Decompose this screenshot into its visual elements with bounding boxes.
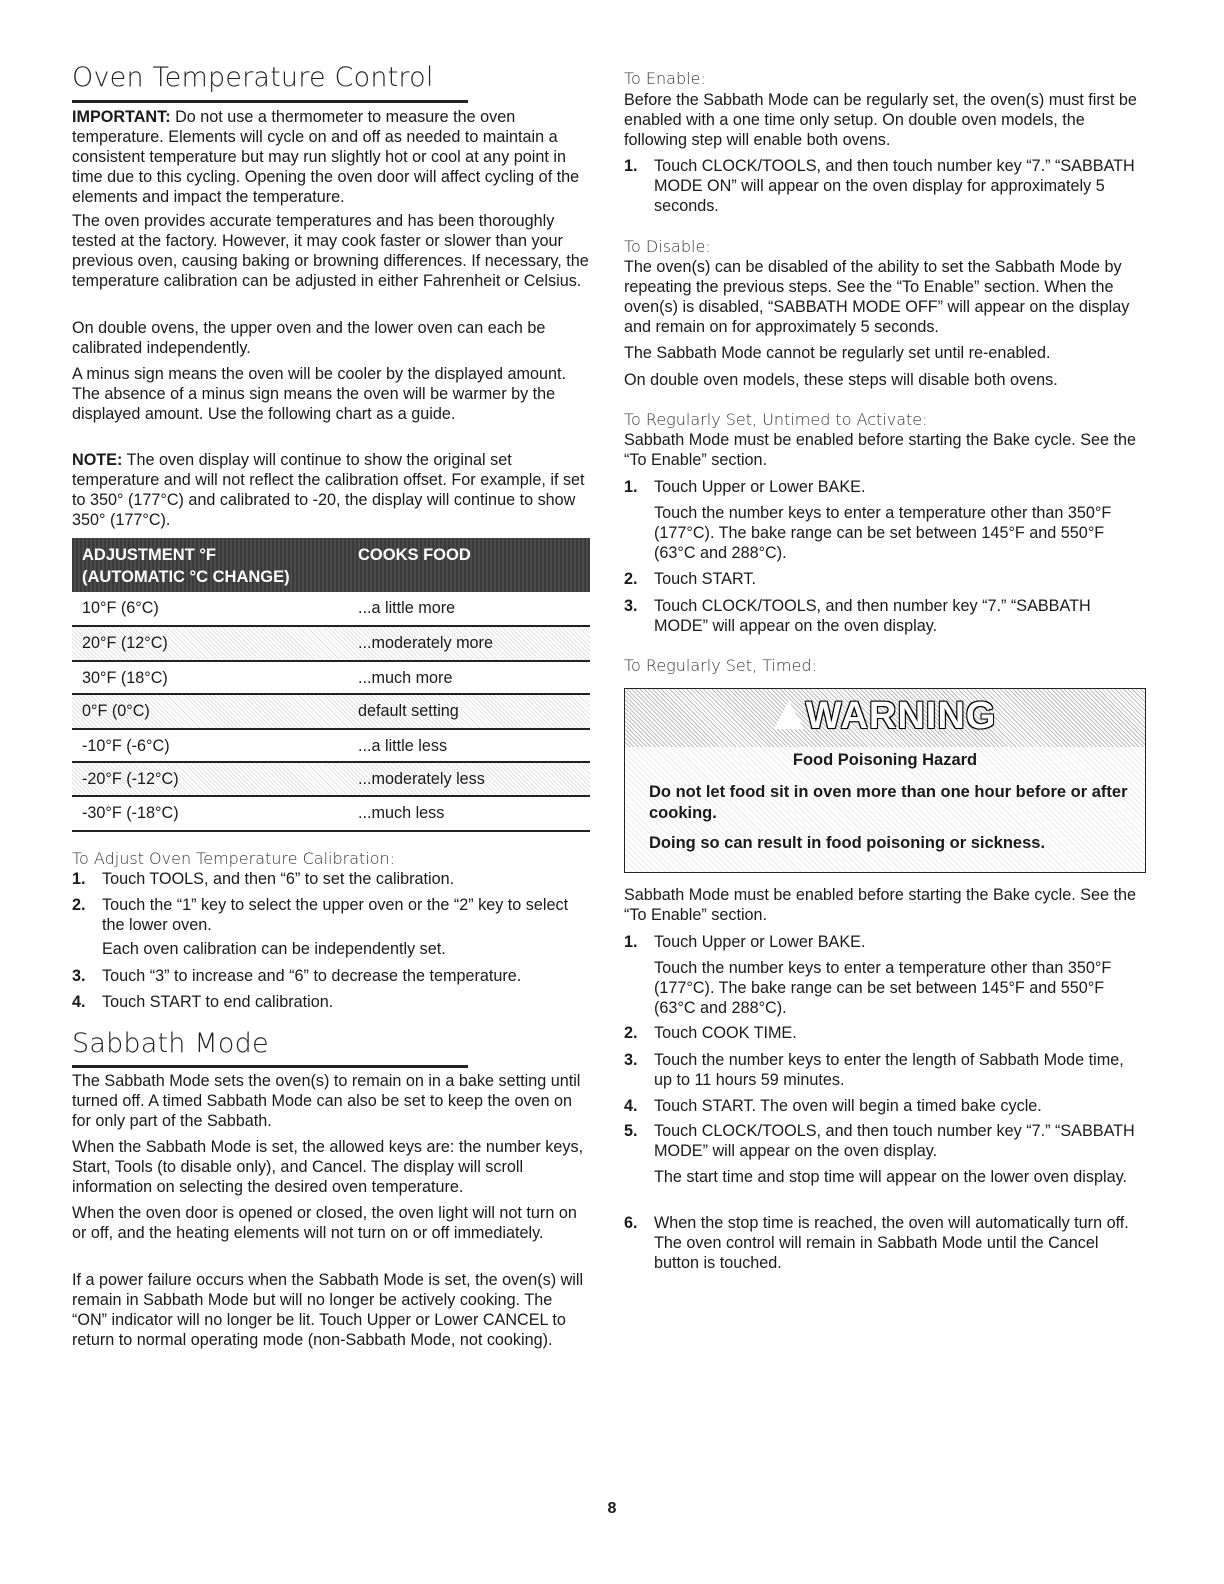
paragraph-double-ovens: On double ovens, the upper oven and the lower oven can each be calibrated independently.: [72, 319, 546, 357]
step-number: 5.: [624, 1122, 638, 1140]
list-item: [72, 895, 590, 935]
title-rule: [72, 100, 468, 103]
step-number: 1.: [72, 870, 86, 888]
step-number: 3.: [72, 967, 86, 985]
untimed-paragraph: Sabbath Mode must be enabled before starting the Bake cycle. See the “To Enable” section.: [624, 431, 1137, 469]
step-text: Touch Upper or Lower BAKE.: [654, 933, 866, 951]
row-cooks-food: ...much less: [358, 804, 445, 822]
table-row: [72, 763, 590, 796]
row-cooks-food: default setting: [358, 702, 459, 720]
sabbath-paragraph-3: When the oven door is opened or closed, the oven light will not turn on or off, and the heating elements will not turn on or off immediately.: [72, 1204, 577, 1242]
note-paragraph: [72, 450, 590, 530]
step-text: Touch START to end calibration.: [102, 993, 334, 1011]
table-row: [72, 695, 590, 728]
list-item: [624, 503, 1144, 563]
list-item: [624, 958, 1144, 1018]
important-text: Do not use a thermometer to measure the oven temperature. Elements will cycle on and off as needed to maintain a consistent temperature but may run slightly hot or cool at any point in time due to this cycling. Opening the oven door will affect cycling of the elements and impact the temperature.: [72, 108, 580, 206]
row-cooks-food: ...a little more: [358, 599, 456, 617]
step-text: Touch the number keys to enter a temperature other than 350°F (177°C). The bake range can be set between 145°F and 550°F (63°C and 288°C).: [654, 504, 1112, 562]
step-number: 2.: [624, 570, 638, 588]
step-text: Touch CLOCK/TOOLS, and then touch number key “7.” “SABBATH MODE ON” will appear on the oven display for approximately 5 seconds.: [654, 157, 1135, 215]
step-text: Touch the “1” key to select the upper oven or the “2” key to select the lower oven.: [102, 896, 569, 934]
list-item: [72, 966, 590, 986]
list-item: [624, 932, 1144, 952]
step-text: Touch START. The oven will begin a timed bake cycle.: [654, 1097, 1042, 1115]
warning-title-text: WARNING: [805, 695, 997, 737]
step-text: Touch TOOLS, and then “6” to set the calibration.: [102, 870, 455, 888]
timed-paragraph: Sabbath Mode must be enabled before starting the Bake cycle. See the “To Enable” section.: [624, 886, 1137, 924]
row-cooks-food: ...moderately more: [358, 634, 493, 652]
header-adjustment: ADJUSTMENT °F: [82, 546, 217, 564]
list-item: [624, 1096, 1144, 1116]
table-header: [72, 538, 590, 592]
list-item: [72, 992, 590, 1012]
table-row: [72, 627, 590, 660]
warning-line-2: Doing so can result in food poisoning or sickness.: [649, 834, 1046, 852]
important-paragraph: [72, 107, 590, 207]
table-row: [72, 662, 590, 695]
row-cooks-food: ...much more: [358, 669, 453, 687]
disable-paragraph-1: The oven(s) can be disabled of the ability to set the Sabbath Mode by repeating the previous steps. See the “To Enable” section. When the oven(s) is disabled, “SABBATH MODE OFF” will appear on the display and remain on for approximately 5 seconds.: [624, 258, 1130, 336]
sabbath-paragraph-4: If a power failure occurs when the Sabbath Mode is set, the oven(s) will remain in Sabbath Mode but will no longer be actively cooking. The “ON” indicator will no longer be lit. Touch Upper or Lower CANCEL to return to normal operating mode (non-Sabbath Mode, not cooking).: [72, 1271, 584, 1349]
disable-paragraph-2: The Sabbath Mode cannot be regularly set until re-enabled.: [624, 344, 1051, 362]
to-enable-heading: To Enable:: [624, 69, 706, 88]
list-item: [624, 1050, 1144, 1090]
row-adjustment: -10°F (-6°C): [82, 737, 170, 755]
warning-banner: [625, 689, 1145, 747]
step-number: 4.: [624, 1097, 638, 1115]
row-adjustment: 10°F (6°C): [82, 599, 159, 617]
step-text: When the stop time is reached, the oven will automatically turn off. The oven control will remain in Sabbath Mode until the Cancel button is touched.: [654, 1214, 1129, 1272]
step-text: Touch CLOCK/TOOLS, and then number key “7.” “SABBATH MODE” will appear on the oven display.: [654, 597, 1091, 635]
row-adjustment: -20°F (-12°C): [82, 770, 179, 788]
row-adjustment: -30°F (-18°C): [82, 804, 179, 822]
timed-heading: To Regularly Set, Timed:: [624, 656, 817, 675]
step-number: 2.: [624, 1024, 638, 1042]
list-item: [72, 939, 590, 959]
step-number: 4.: [72, 993, 86, 1011]
warning-title: [625, 695, 1145, 738]
calibration-heading: To Adjust Oven Temperature Calibration:: [72, 849, 396, 868]
step-text: Touch the number keys to enter a temperature other than 350°F (177°C). The bake range can be set between 145°F and 550°F (63°C and 288°C).: [654, 959, 1112, 1017]
step-number: 3.: [624, 1051, 638, 1069]
step-number: 1.: [624, 933, 638, 951]
list-item: [624, 596, 1144, 636]
step-text: Touch COOK TIME.: [654, 1024, 797, 1042]
list-item: [624, 1121, 1144, 1161]
step-text: Touch START.: [654, 570, 756, 588]
header-automatic-change: (AUTOMATIC °C CHANGE): [82, 568, 290, 586]
table-row: [72, 797, 590, 830]
disable-paragraph-3: On double oven models, these steps will disable both ovens.: [624, 371, 1058, 389]
header-cooks-food: COOKS FOOD: [358, 546, 471, 564]
important-label: IMPORTANT:: [72, 108, 171, 126]
list-item: [624, 1167, 1144, 1207]
step-number: 1.: [624, 157, 638, 175]
paragraph-accuracy: The oven provides accurate temperatures and has been thoroughly tested at the factory. However, it may cook faster or slower than your previous oven, causing baking or browning differences. If necessary, the temperature calibration can be adjusted in either Fahrenheit or Celsius.: [72, 212, 589, 290]
step-text: Touch CLOCK/TOOLS, and then touch number key “7.” “SABBATH MODE” will appear on the oven display.: [654, 1122, 1135, 1160]
note-label: NOTE:: [72, 451, 123, 469]
page-number: 8: [607, 1500, 617, 1517]
sabbath-paragraph-1: The Sabbath Mode sets the oven(s) to remain on in a bake setting until turned off. A timed Sabbath Mode can also be set to keep the oven on for only part of the Sabbath.: [72, 1072, 581, 1130]
row-adjustment: 20°F (12°C): [82, 634, 168, 652]
table-row: [72, 592, 590, 625]
row-cooks-food: ...a little less: [358, 737, 448, 755]
warning-line-1: Do not let food sit in oven more than one hour before or after cooking.: [649, 783, 1128, 822]
enable-paragraph: Before the Sabbath Mode can be regularly set, the oven(s) must first be enabled with a one time only setup. On double oven models, the following step will enable both ovens.: [624, 91, 1137, 149]
table-row: [72, 730, 590, 763]
step-number: 3.: [624, 597, 638, 615]
list-item: [624, 1023, 1144, 1043]
to-disable-heading: To Disable:: [624, 237, 711, 256]
oven-temperature-control-title: Oven Temperature Control: [72, 62, 434, 93]
title-rule: [72, 1065, 468, 1068]
row-adjustment: 0°F (0°C): [82, 702, 150, 720]
step-text: Touch “3” to increase and “6” to decrease the temperature.: [102, 967, 522, 985]
step-number: 2.: [72, 896, 86, 914]
row-cooks-food: ...moderately less: [358, 770, 485, 788]
warning-hazard: Food Poisoning Hazard: [792, 751, 978, 769]
step-number: 6.: [624, 1214, 638, 1232]
table-bottom-rule: [72, 830, 590, 832]
sabbath-paragraph-2: When the Sabbath Mode is set, the allowed keys are: the number keys, Start, Tools (to disable only), and Cancel. The display will scroll information on selecting the desired oven temperature.: [72, 1138, 584, 1196]
list-item: [624, 569, 1144, 589]
step-text: Touch Upper or Lower BAKE.: [654, 478, 866, 496]
step-text: Touch the number keys to enter the length of Sabbath Mode time, up to 11 hours 59 minutes.: [654, 1051, 1124, 1089]
step-text: The start time and stop time will appear on the lower oven display.: [654, 1168, 1127, 1186]
untimed-heading: To Regularly Set, Untimed to Activate:: [624, 410, 928, 429]
step-number: 1.: [624, 478, 638, 496]
paragraph-minus-sign: A minus sign means the oven will be cooler by the displayed amount. The absence of a minus sign means the oven will be warmer by the displayed amount. Use the following chart as a guide.: [72, 365, 566, 423]
list-item: [624, 1213, 1144, 1273]
list-item: [72, 869, 590, 889]
row-adjustment: 30°F (18°C): [82, 669, 168, 687]
warning-triangle-icon: [774, 701, 804, 729]
warning-box: [624, 688, 1146, 873]
step-text: Each oven calibration can be independently set.: [102, 940, 446, 958]
sabbath-mode-title: Sabbath Mode: [72, 1028, 269, 1059]
note-text: The oven display will continue to show the original set temperature and will not reflect the calibration offset. For example, if set to 350° (177°C) and calibrated to -20, the display will continue to show 350° (177°C).: [72, 451, 585, 529]
list-item: [624, 477, 1144, 497]
list-item: [624, 156, 1144, 216]
